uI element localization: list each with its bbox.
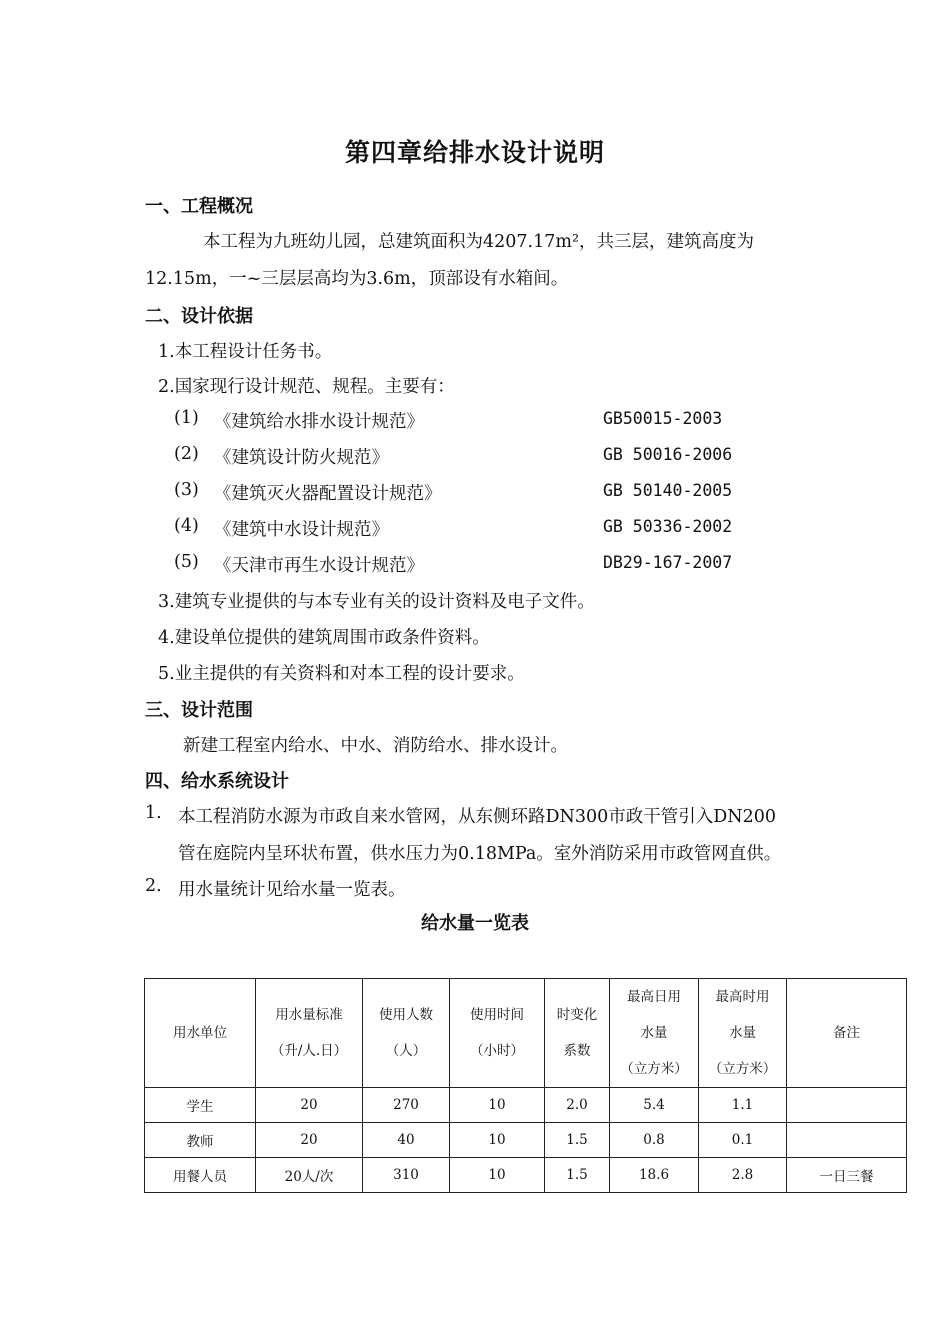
header-cell (787, 979, 907, 1088)
table-cell: 20人/次 (256, 1158, 363, 1193)
standard-name: 《建筑给水排水设计规范》 (214, 412, 424, 432)
standard-name: 《建筑中水设计规范》 (214, 520, 389, 540)
header-text: （小时） (470, 1043, 524, 1059)
standard-code: DB29-167-2007 (603, 553, 733, 572)
supply-item-1-line-1: 本工程消防水源为市政自来水管网，从东侧环路DN300市政干管引入DN200 (178, 807, 776, 827)
header-cell (699, 979, 787, 1088)
table-row (145, 1158, 907, 1193)
water-consumption-table (144, 978, 907, 1193)
table-cell: 一日三餐 (787, 1158, 907, 1193)
standard-number: (1) (174, 408, 199, 428)
table-cell: 18.6 (610, 1158, 699, 1193)
header-text: （升/人.日） (270, 1043, 348, 1059)
standard-name: 《建筑灭火器配置设计规范》 (214, 484, 442, 504)
table-cell: 1.1 (699, 1088, 787, 1123)
standard-code: GB 50016-2006 (603, 445, 733, 464)
table-cell: 5.4 (610, 1088, 699, 1123)
table-cell: 10 (450, 1123, 545, 1158)
header-cell (450, 979, 545, 1088)
standard-code: GB50015-2003 (603, 409, 723, 428)
table-cell: 1.5 (545, 1123, 610, 1158)
basis-item-5: 5.业主提供的有关资料和对本工程的设计要求。 (158, 664, 525, 684)
standard-name: 《建筑设计防火规范》 (214, 448, 389, 468)
table-cell: 2.0 (545, 1088, 610, 1123)
basis-item-2: 2.国家现行设计规范、规程。主要有： (158, 377, 455, 397)
section-heading-basis: 二、设计依据 (145, 306, 253, 327)
supply-item-1-line-2: 管在庭院内呈环状布置，供水压力为0.18MPa。室外消防采用市政管网直供。 (178, 844, 782, 864)
section-heading-scope: 三、设计范围 (145, 700, 253, 721)
header-text: 用水单位 (173, 1025, 227, 1041)
table-cell: 用餐人员 (145, 1158, 256, 1193)
supply-item-1-number: 1. (145, 803, 162, 823)
table-cell: 20 (256, 1088, 363, 1123)
header-text: 最高日用 (627, 989, 681, 1005)
overview-line-1: 本工程为九班幼儿园，总建筑面积为4207.17m²，共三层，建筑高度为 (203, 232, 754, 252)
header-text: （立方米） (708, 1061, 777, 1077)
table-cell (787, 1123, 907, 1158)
overview-line-2: 12.15m，一~三层层高均为3.6m，顶部设有水箱间。 (145, 269, 569, 289)
standard-code: GB 50336-2002 (603, 517, 733, 536)
scope-text: 新建工程室内给水、中水、消防给水、排水设计。 (183, 736, 568, 756)
page-title: 第四章给排水设计说明 (344, 138, 605, 167)
standard-name: 《天津市再生水设计规范》 (214, 556, 424, 576)
table-row (145, 1088, 907, 1123)
header-cell (145, 979, 256, 1088)
header-text: 使用人数 (379, 1007, 433, 1023)
header-text: （立方米） (620, 1061, 688, 1077)
table-cell: 10 (450, 1088, 545, 1123)
header-text: 时变化 (556, 1007, 598, 1023)
section-heading-water-supply: 四、给水系统设计 (145, 771, 289, 792)
basis-item-1: 1.本工程设计任务书。 (158, 342, 333, 362)
table-cell: 40 (363, 1123, 450, 1158)
table-cell: 310 (363, 1158, 450, 1193)
table-cell: 20 (256, 1123, 363, 1158)
table-row (145, 1123, 907, 1158)
header-cell (363, 979, 450, 1088)
standard-code: GB 50140-2005 (603, 481, 733, 500)
header-text: 用水量标准 (275, 1007, 343, 1023)
basis-item-4: 4.建设单位提供的建筑周围市政条件资料。 (158, 628, 490, 648)
table-cell: 270 (363, 1088, 450, 1123)
standard-number: (3) (174, 480, 199, 500)
basis-item-3: 3.建筑专业提供的与本专业有关的设计资料及电子文件。 (158, 592, 595, 612)
header-cell (610, 979, 699, 1088)
standard-number: (2) (174, 444, 199, 464)
table-cell: 0.1 (699, 1123, 787, 1158)
section-heading-overview: 一、工程概况 (145, 196, 253, 217)
header-cell (545, 979, 610, 1088)
header-cell (256, 979, 363, 1088)
header-text: （人） (385, 1043, 427, 1059)
header-text: 备注 (833, 1025, 860, 1041)
header-text: 水量 (729, 1025, 756, 1041)
table-cell: 2.8 (699, 1158, 787, 1193)
table-header-row (145, 979, 907, 1088)
table-title: 给水量一览表 (421, 913, 529, 934)
header-text: 最高时用 (715, 989, 770, 1005)
header-text: 使用时间 (470, 1007, 524, 1023)
supply-item-2-text: 用水量统计见给水量一览表。 (178, 880, 406, 900)
standard-number: (5) (174, 552, 199, 572)
header-text: 系数 (563, 1043, 591, 1059)
table-cell: 10 (450, 1158, 545, 1193)
table-cell: 0.8 (610, 1123, 699, 1158)
table-cell: 学生 (145, 1088, 256, 1123)
table-cell (787, 1088, 907, 1123)
header-text: 水量 (640, 1025, 668, 1041)
table-cell: 教师 (145, 1123, 256, 1158)
supply-item-2-number: 2. (145, 876, 162, 896)
standard-number: (4) (174, 516, 199, 536)
table-cell: 1.5 (545, 1158, 610, 1193)
